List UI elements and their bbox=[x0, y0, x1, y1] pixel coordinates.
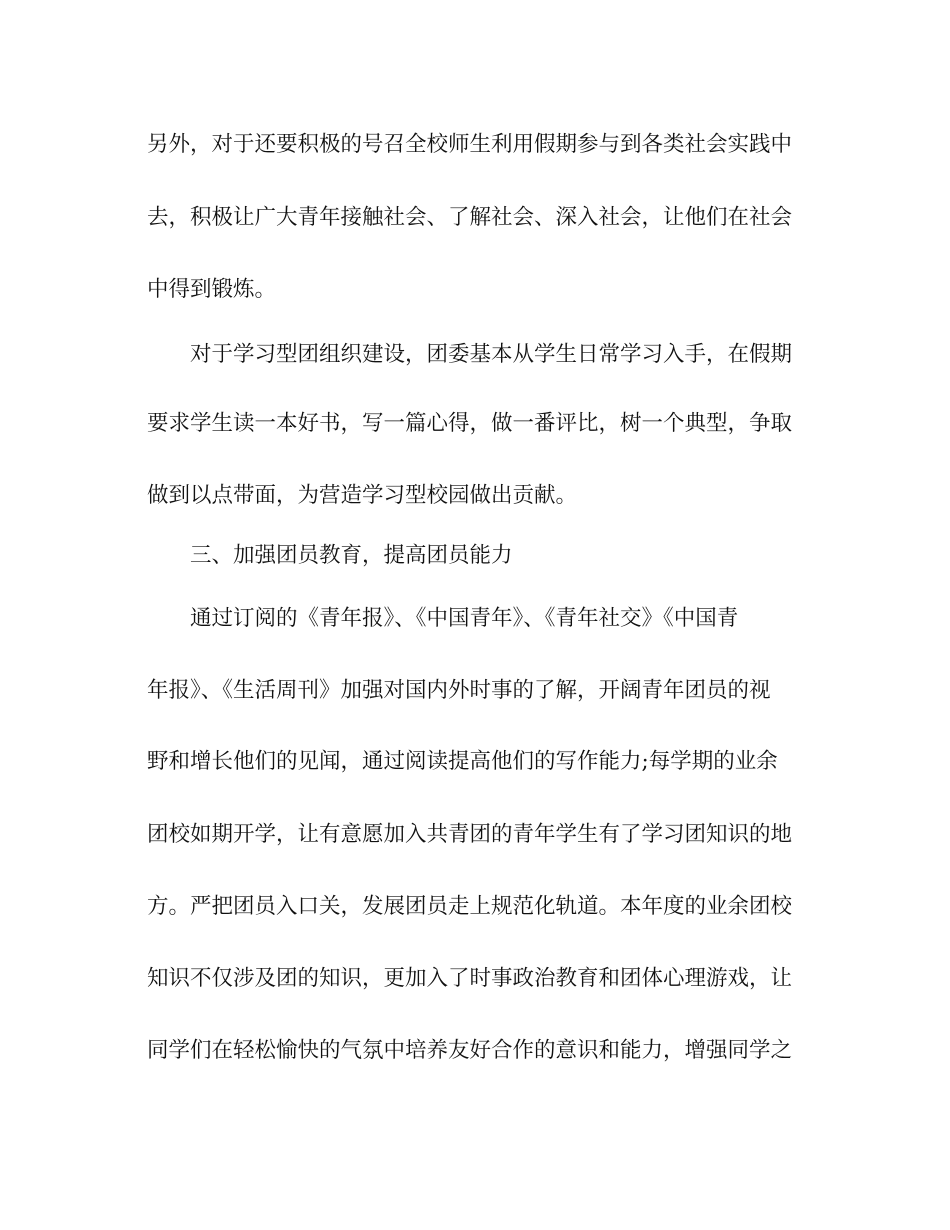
text-line: 方。严把团员入口关，发展团员走上规范化轨道。本年度的业余团校 bbox=[147, 894, 793, 919]
text-line: 野和增长他们的见闻，通过阅读提高他们的写作能力;每学期的业余 bbox=[147, 749, 778, 774]
section-heading: 三、加强团员教育，提高团员能力 bbox=[190, 543, 513, 568]
text-line: 团校如期开学，让有意愿加入共青团的青年学生有了学习团知识的地 bbox=[147, 822, 793, 847]
text-line: 知识不仅涉及团的知识，更加入了时事政治教育和团体心理游戏，让 bbox=[147, 966, 793, 991]
text-line: 去，积极让广大青年接触社会、了解社会、深入社会，让他们在社会 bbox=[147, 205, 793, 230]
text-line: 做到以点带面，为营造学习型校园做出贡献。 bbox=[147, 483, 578, 508]
paragraph-first-line: 通过订阅的《青年报》、《中国青年》、《青年社交》《中国青 bbox=[190, 606, 739, 631]
text-line: 中得到锻炼。 bbox=[147, 277, 277, 302]
text-line: 同学们在轻松愉快的气氛中培养友好合作的意识和能力，增强同学之 bbox=[147, 1038, 793, 1063]
text-line: 要求学生读一本好书，写一篇心得，做一番评比，树一个典型，争取 bbox=[147, 411, 793, 436]
text-line: 另外，对于还要积极的号召全校师生利用假期参与到各类社会实践中 bbox=[147, 132, 793, 157]
paragraph-first-line: 对于学习型团组织建设，团委基本从学生日常学习入手，在假期 bbox=[190, 342, 793, 367]
text-line: 年报》、《生活周刊》加强对国内外时事的了解，开阔青年团员的视 bbox=[147, 678, 771, 703]
